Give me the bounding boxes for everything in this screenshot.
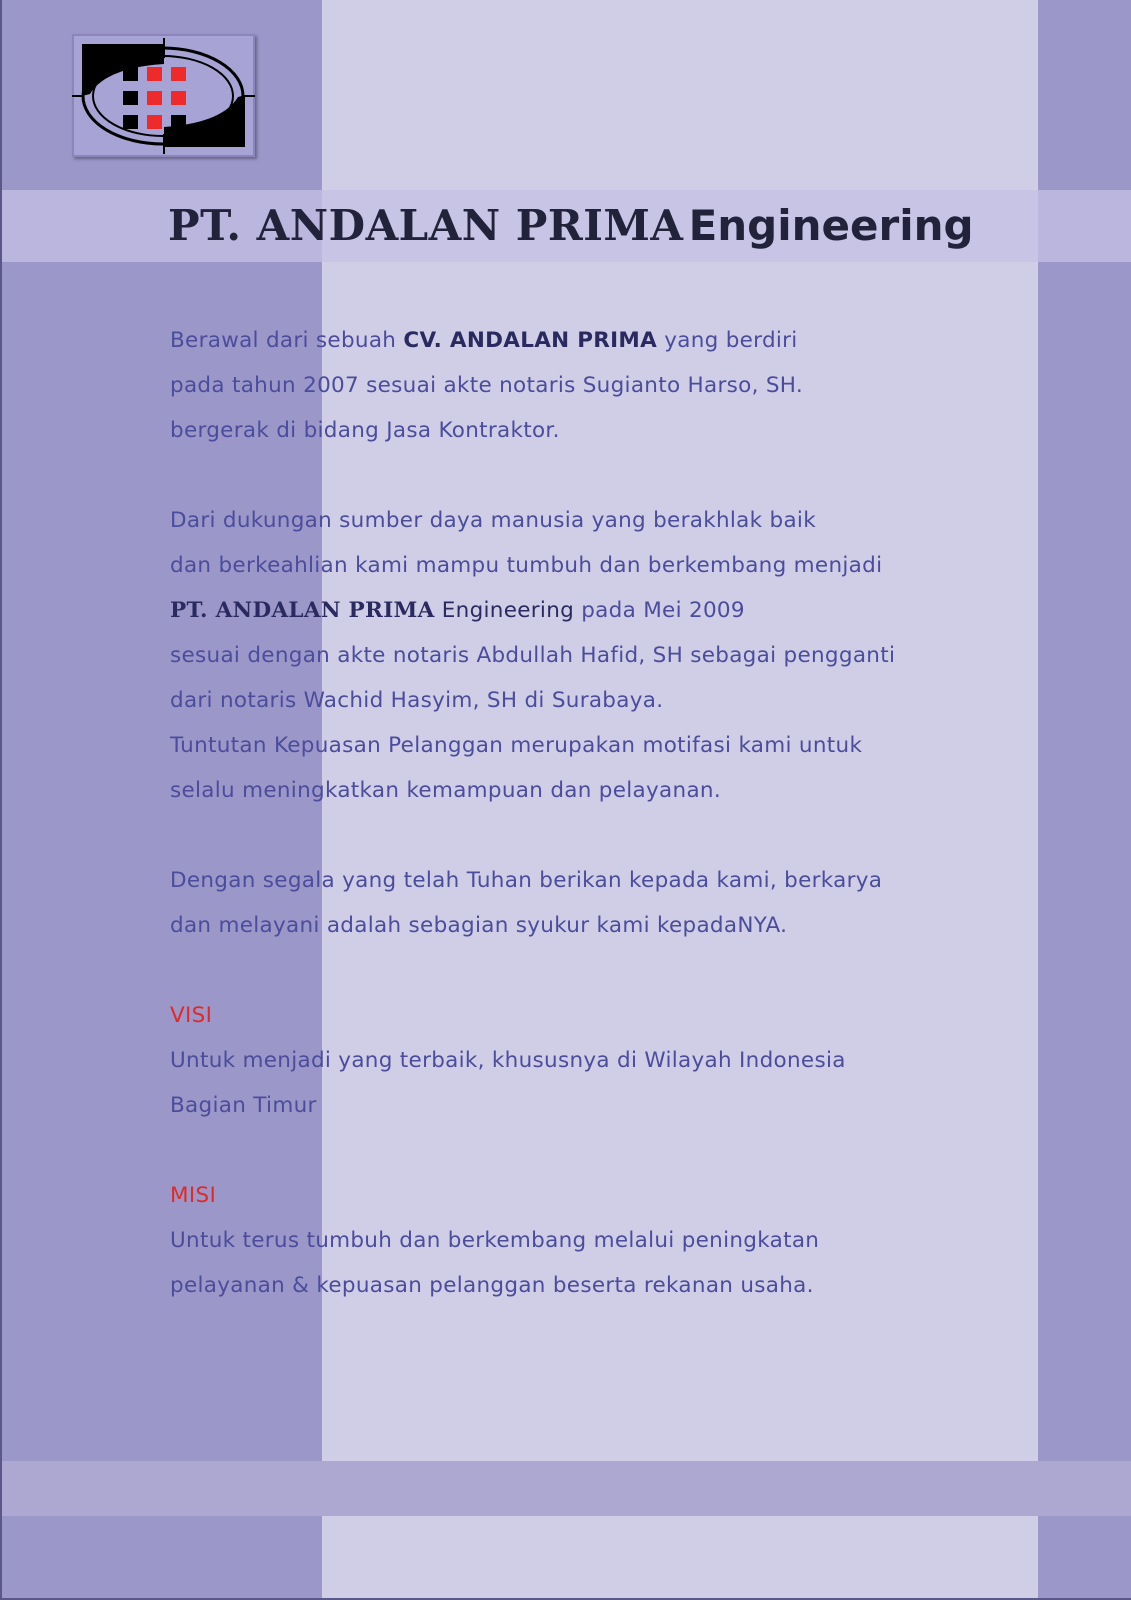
title-company: PT. ANDALAN PRIMA	[168, 201, 684, 250]
text: pada Mei 2009	[574, 598, 745, 623]
text: yang berdiri	[657, 328, 798, 353]
blank-line	[170, 948, 1030, 993]
blank-line	[170, 813, 1030, 858]
visi-heading: VISI	[170, 1003, 213, 1028]
blank-line	[170, 1128, 1030, 1173]
text: Berawal dari sebuah	[170, 328, 404, 353]
text-line: Bagian Timur	[170, 1093, 317, 1118]
text-line: dari notaris Wachid Hasyim, SH di Surabaya.	[170, 688, 664, 713]
company-name-cv: CV. ANDALAN PRIMA	[403, 328, 658, 353]
text-line: dan melayani adalah sebagian syukur kami kepadaNYA.	[170, 913, 788, 938]
text-line: Tuntutan Kepuasan Pelanggan merupakan motifasi kami untuk	[170, 733, 863, 758]
text-line: Untuk menjadi yang terbaik, khususnya di Wilayah Indonesia	[170, 1048, 846, 1073]
text-line: pelayanan & kepuasan pelanggan beserta rekanan usaha.	[170, 1273, 814, 1298]
text-line: dan berkeahlian kami mampu tumbuh dan berkembang menjadi	[170, 553, 883, 578]
title-engineering: Engineering	[688, 201, 974, 250]
text-line: Dari dukungan sumber daya manusia yang berakhlak baik	[170, 508, 816, 533]
page-title	[168, 198, 974, 263]
footer-band	[0, 1461, 1131, 1516]
text-line: pada tahun 2007 sesuai akte notaris Sugianto Harso, SH.	[170, 373, 804, 398]
document-body	[170, 318, 1030, 1308]
blank-line	[170, 453, 1030, 498]
misi-heading: MISI	[170, 1183, 217, 1208]
text-line: bergerak di bidang Jasa Kontraktor.	[170, 418, 560, 443]
text-line: Untuk terus tumbuh dan berkembang melalui peningkatan	[170, 1228, 820, 1253]
company-name-pt: PT. ANDALAN PRIMA	[170, 598, 435, 623]
company-name-engineering: Engineering	[434, 598, 575, 623]
text-line: sesuai dengan akte notaris Abdullah Hafid, SH sebagai pengganti	[170, 643, 896, 668]
text-line	[170, 588, 1030, 633]
text-line: Dengan segala yang telah Tuhan berikan kepada kami, berkarya	[170, 868, 883, 893]
text-line	[170, 318, 1030, 363]
logo-icon	[72, 34, 255, 157]
company-logo	[72, 34, 255, 157]
text-line: selalu meningkatkan kemampuan dan pelayanan.	[170, 778, 721, 803]
